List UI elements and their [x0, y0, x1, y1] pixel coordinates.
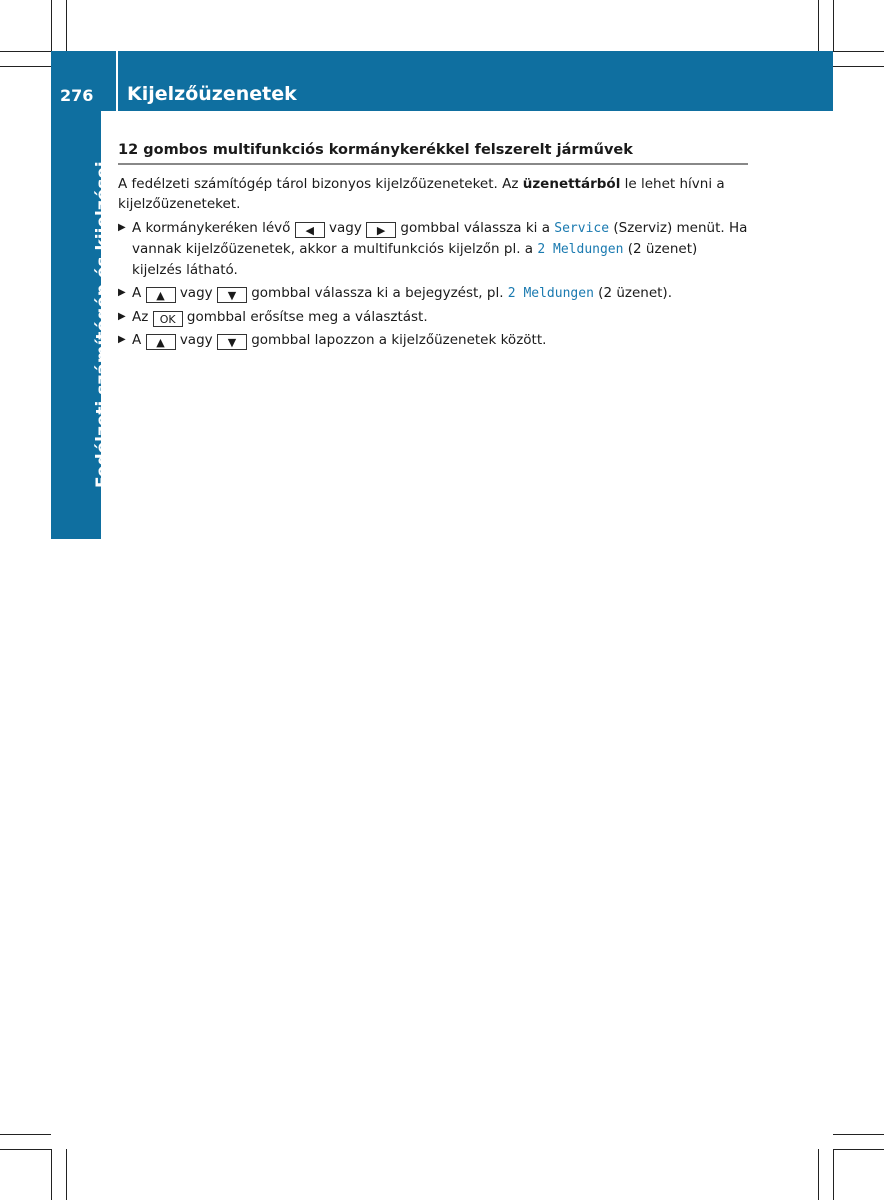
step-arrow-icon: ▶: [118, 311, 126, 322]
ok-key: OK: [153, 311, 183, 327]
instruction-step: [118, 283, 748, 304]
right-arrow-key: ▶: [366, 222, 396, 238]
step-arrow-icon: ▶: [118, 222, 126, 233]
crop-mark: [0, 66, 51, 67]
display-message: 2 Meldungen: [507, 286, 594, 301]
intro-paragraph: [118, 174, 748, 214]
intro-text: le lehet hívni a kijelzőüzeneteket.: [118, 176, 725, 212]
crop-mark: [0, 1134, 51, 1135]
step-arrow-icon: ▶: [118, 334, 126, 345]
step-text: gombbal lapozzon a kijelzőüzenetek között.: [246, 332, 547, 348]
crop-mark: [0, 1149, 51, 1150]
crop-mark: [66, 1149, 67, 1200]
step-text: gombbal válassza ki a bejegyzést, pl.: [246, 285, 508, 301]
page-number: 276: [60, 86, 94, 105]
crop-mark: [833, 51, 884, 52]
display-message: Service: [554, 221, 610, 236]
step-text: gombbal válassza ki a: [396, 220, 555, 236]
chapter-tab-label: Fedélzeti számítógép és kijelzései: [93, 161, 113, 488]
crop-mark: [833, 1134, 884, 1135]
step-text: (2 üzenet) kijelzés látható.: [132, 241, 698, 278]
intro-text: A fedélzeti számítógép tárol bizonyos kijelzőüzeneteket. Az: [118, 176, 523, 192]
step-text: vagy: [175, 285, 217, 301]
intro-bold-term: üzenettárból: [522, 176, 621, 192]
crop-mark: [833, 0, 834, 51]
step-text: A: [132, 285, 146, 301]
crop-mark: [818, 0, 819, 51]
section-heading: 12 gombos multifunkciós kormánykerékkel felszerelt járművek: [118, 140, 748, 165]
down-arrow-key: ▼: [217, 287, 247, 303]
display-message: 2 Meldungen: [537, 242, 624, 257]
main-content: [118, 140, 748, 353]
step-text: gombbal erősítse meg a választást.: [182, 309, 428, 325]
step-text: vagy: [324, 220, 367, 236]
crop-mark: [833, 1149, 834, 1200]
step-text: (Szerviz) menüt. Ha vannak kijelzőüzenetek, akkor a multifunkciós kijelzőn pl. a: [132, 220, 748, 257]
step-text: vagy: [175, 332, 217, 348]
crop-mark: [818, 1149, 819, 1200]
left-arrow-key: ◀: [295, 222, 325, 238]
instruction-step: [118, 330, 748, 350]
crop-mark: [0, 51, 51, 52]
instruction-step: [118, 307, 748, 327]
step-arrow-icon: ▶: [118, 287, 126, 298]
page-title: Kijelzőüzenetek: [127, 83, 297, 105]
step-text: A: [132, 332, 146, 348]
up-arrow-key: ▲: [146, 287, 176, 303]
step-text: A kormánykeréken lévő: [132, 220, 295, 236]
step-text: (2 üzenet).: [593, 285, 672, 301]
crop-mark: [833, 66, 884, 67]
crop-mark: [833, 1149, 884, 1150]
step-text: Az: [132, 309, 153, 325]
crop-mark: [51, 0, 52, 51]
up-arrow-key: ▲: [146, 334, 176, 350]
crop-mark: [51, 1149, 52, 1200]
down-arrow-key: ▼: [217, 334, 247, 350]
instruction-step: [118, 218, 748, 280]
header-divider: [116, 51, 118, 111]
crop-mark: [66, 0, 67, 51]
